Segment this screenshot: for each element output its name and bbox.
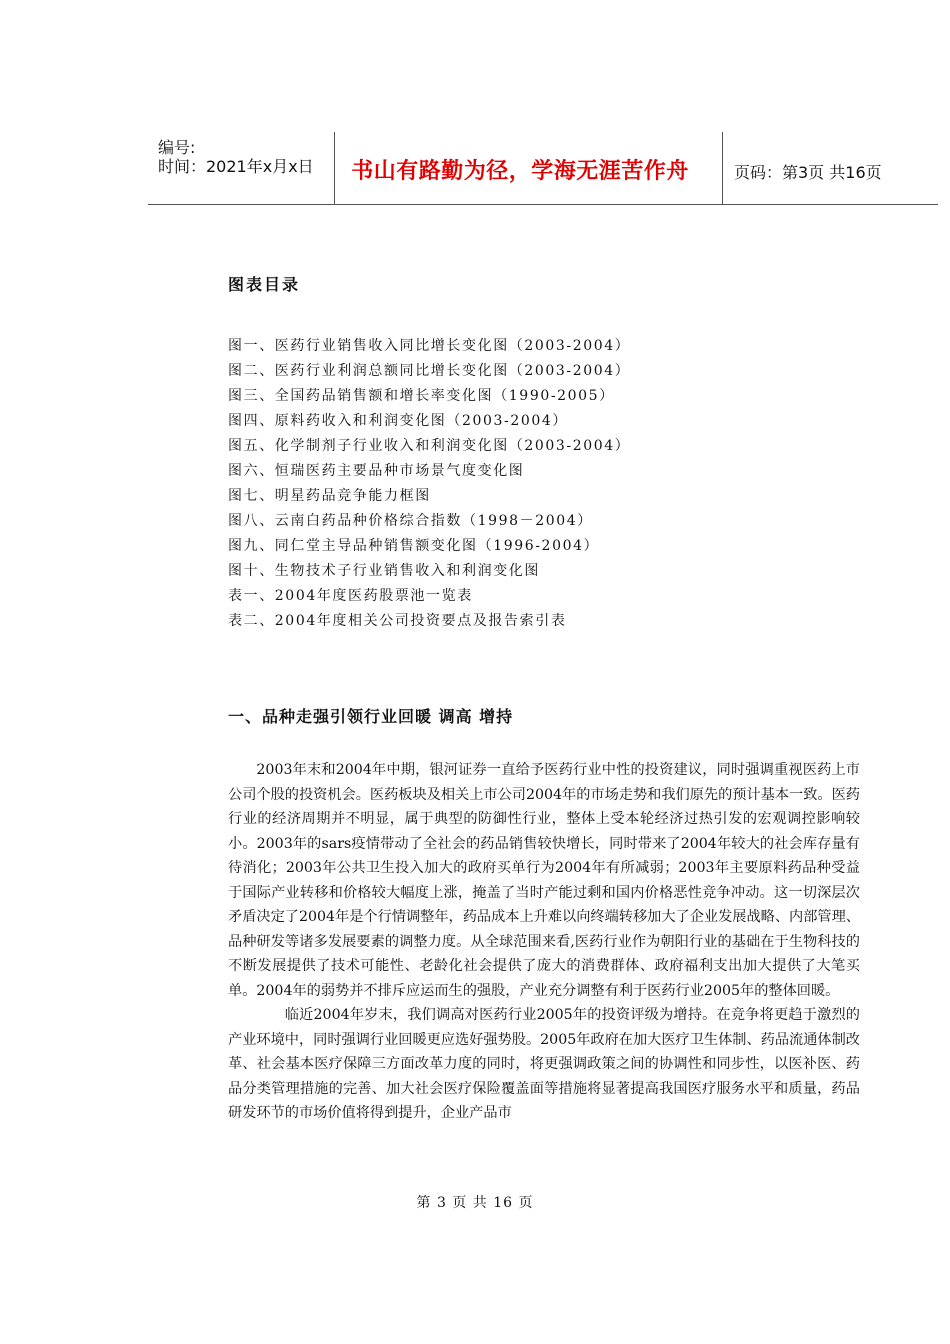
toc-item: 图九、同仁堂主导品种销售额变化图（1996-2004）: [228, 538, 600, 554]
page-footer: 第 3 页 共 16 页: [416, 1195, 534, 1211]
serial-number-label: 编号:: [158, 138, 196, 157]
toc-item: 表二、2004年度相关公司投资要点及报告索引表: [228, 613, 567, 629]
toc-item: 图五、化学制剂子行业收入和利润变化图（2003-2004）: [228, 438, 631, 454]
toc-item: 图十、生物技术子行业销售收入和利润变化图: [228, 563, 540, 579]
toc-item: 图八、云南白药品种价格综合指数（1998－2004）: [228, 513, 593, 529]
toc-list: [228, 336, 630, 636]
body-paragraph: 临近2004年岁末，我们调高对医药行业2005年的投资评级为增持。在竞争将更趋于激烈的产业环境中，同时强调行业回暖更应选好强势股。2005年政府在加大医疗卫生体制、药品流通体制改革、社会基本医疗保障三方面改革力度的同时，将更强调政策之间的协调性和同步性，以医补医、药品分类管理措施的完善、加大社会医疗保险覆盖面等措施将显著提高我国医疗服务水平和质量，药品研发环节的市场价值将得到提升，企业产品市: [228, 1007, 860, 1121]
toc-item: 图四、原料药收入和利润变化图（2003-2004）: [228, 413, 568, 429]
toc-item: 图六、恒瑞医药主要品种市场景气度变化图: [228, 463, 525, 479]
header-meta: [158, 138, 314, 176]
toc-item: 表一、2004年度医药股票池一览表: [228, 588, 473, 604]
header-page-info: 页码：第3页 共16页: [734, 163, 882, 182]
toc-item: 图一、医药行业销售收入同比增长变化图（2003-2004）: [228, 338, 631, 354]
toc-item: 图七、明星药品竞争能力框图: [228, 488, 431, 504]
toc-item: 图二、医药行业利润总额同比增长变化图（2003-2004）: [228, 363, 631, 379]
toc-title: 图表目录: [228, 275, 301, 294]
toc-item: 图三、全国药品销售额和增长率变化图（1990-2005）: [228, 388, 615, 404]
page-header: [148, 132, 938, 205]
body-paragraph: 2003年末和2004年中期，银河证券一直给予医药行业中性的投资建议，同时强调重视医药上市公司个股的投资机会。医药板块及相关上市公司2004年的市场走势和我们原先的预计基本一致。医药行业的经济周期并不明显，属于典型的防御性行业，整体上受本轮经济过热引发的宏观调控影响较小。2003年的sars疫情带动了全社会的药品销售较快增长，同时带来了2004年较大的社会库存量有待消化；2003年公共卫生投入加大的政府买单行为2004年有所减弱；2003年主要原料药品种受益于国际产业转移和价格较大幅度上涨，掩盖了当时产能过剩和国内价格恶性竞争冲动。这一切深层次矛盾决定了2004年是个行情调整年，药品成本上升难以向终端转移加大了企业发展战略、内部管理、品种研发等诸多发展要素的调整力度。从全球范围来看,医药行业作为朝阳行业的基础在于生物科技的不断发展提供了技术可能性、老龄化社会提供了庞大的消费群体、政府福利支出加大提供了大笔买单。2004年的弱势并不排斥应运而生的强股，产业充分调整有利于医药行业2005年的整体回暖。: [228, 762, 860, 999]
time-label: 时间：2021年x月x日: [158, 157, 314, 176]
section-body: [228, 758, 860, 1126]
header-divider: [722, 132, 723, 204]
header-motto: 书山有路勤为径，学海无涯苦作舟: [351, 159, 689, 184]
section-title: 一、品种走强引领行业回暖 调高 增持: [228, 707, 514, 726]
